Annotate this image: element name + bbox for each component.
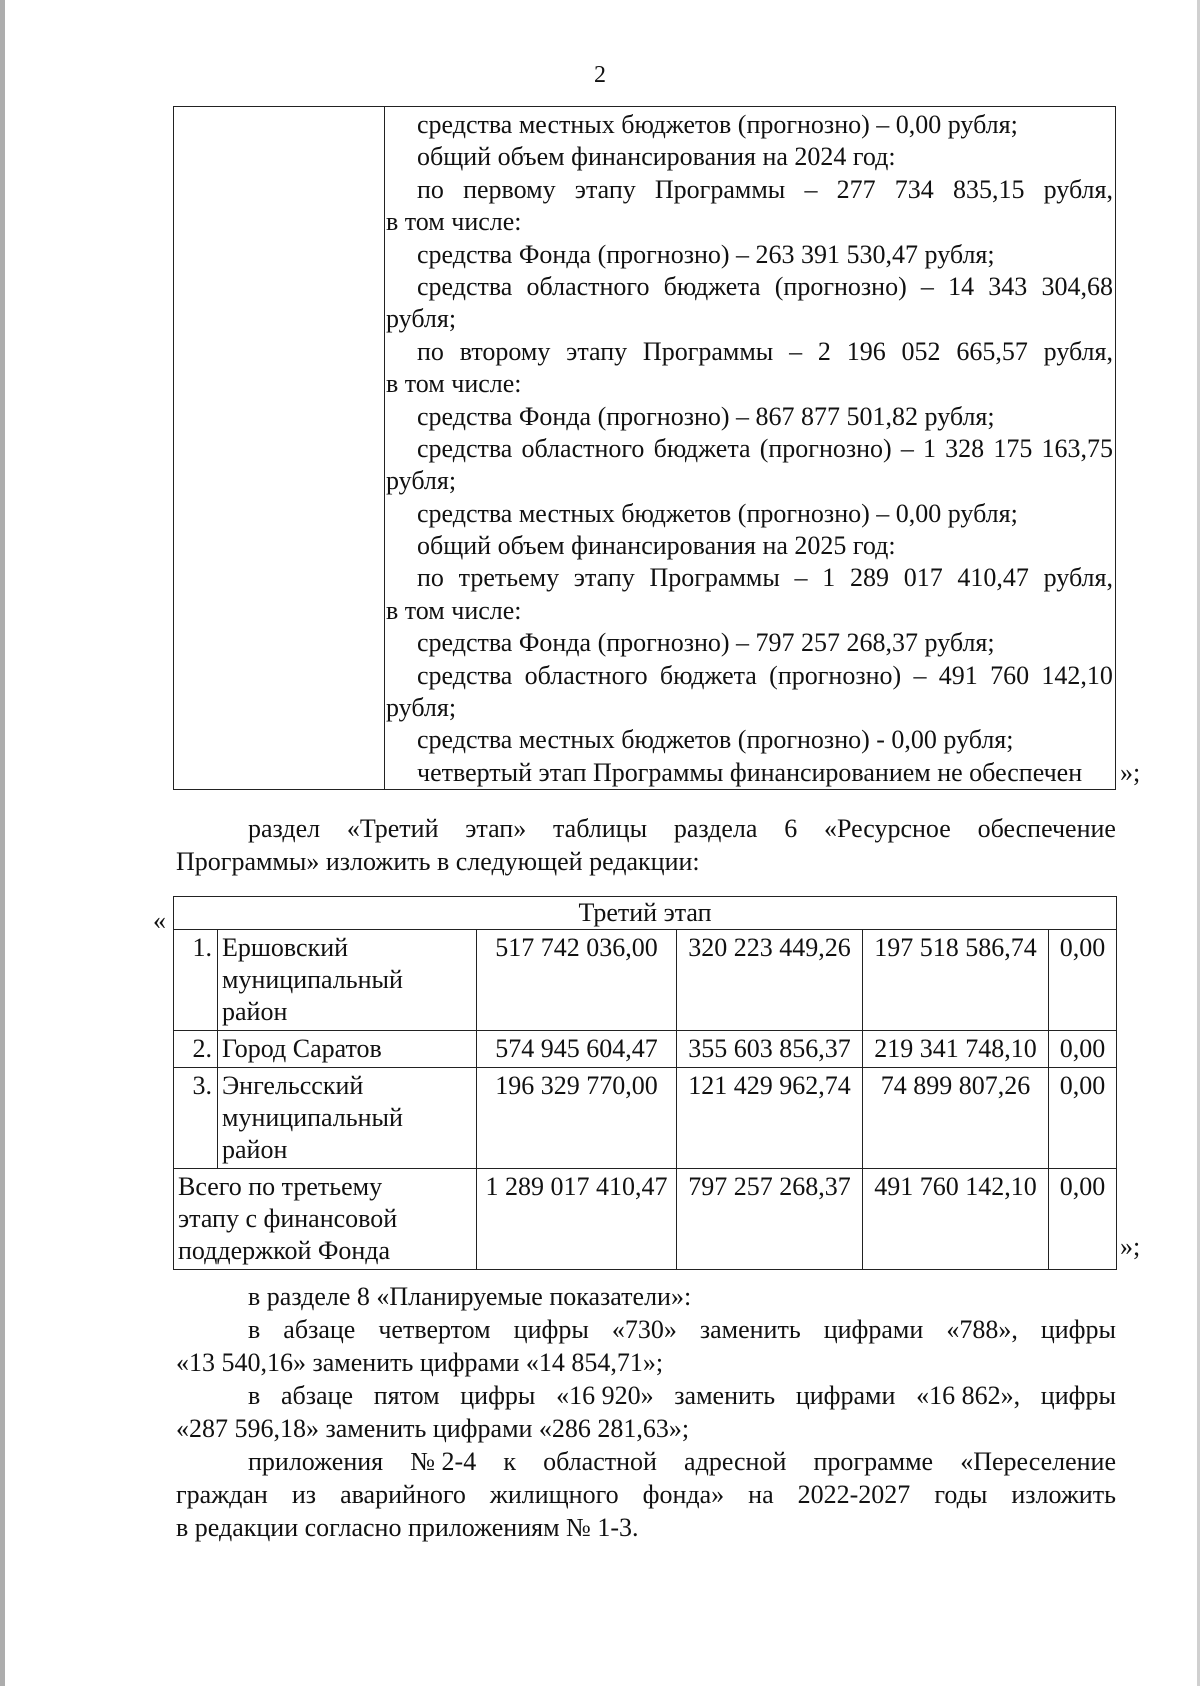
word: цифры (513, 1315, 589, 1344)
amount-local: 0,00 (1049, 1068, 1117, 1169)
word: к (503, 1447, 516, 1476)
region-name-line: Ершовский (222, 933, 349, 962)
financing-line: по третьему этапу Программы – 1 289 017 410,47 рубля, (417, 563, 1113, 593)
amount-total: 196 329 770,00 (477, 1068, 677, 1169)
word: «Переселение (960, 1447, 1116, 1476)
table-row (174, 1068, 1117, 1169)
opening-quote: « (153, 906, 166, 935)
row-number: 3. (174, 1068, 218, 1169)
region-name-line: район (222, 1135, 288, 1164)
scan-edge-left (0, 0, 5, 1686)
summary-label (174, 1169, 477, 1270)
financing-line: по первому этапу Программы – 277 734 835,15 рубля, (417, 174, 1113, 204)
word: «Ресурсное (823, 814, 951, 843)
financing-line: средства Фонда (прогнозно) – 797 257 268,37 рубля; (417, 628, 995, 658)
word: цифры (1040, 1315, 1116, 1344)
region-name-line: поддержкой Фонда (178, 1236, 391, 1265)
region-name-line: Город Саратов (222, 1034, 382, 1063)
amount-regional: 74 899 807,26 (863, 1068, 1049, 1169)
amount-fund: 355 603 856,37 (677, 1031, 863, 1068)
indicators-line-2 (176, 1313, 1116, 1346)
word: раздел (248, 814, 321, 843)
word: в (248, 1381, 261, 1410)
financing-line: рубля; (386, 304, 457, 334)
financing-line: средства местных бюджетов (прогнозно) – 0,00 рубля; (417, 498, 1018, 528)
financing-table (173, 106, 1116, 790)
amount-regional: 219 341 748,10 (863, 1031, 1049, 1068)
word: абзаце (283, 1315, 356, 1344)
financing-line: средства Фонда (прогнозно) – 867 877 501,82 рубля; (417, 401, 995, 431)
financing-line: рубля; (386, 693, 457, 723)
word: из (291, 1480, 317, 1509)
indicators-line-3: «13 540,16» заменить цифрами «14 854,71»; (176, 1348, 664, 1377)
financing-line: в том числе: (386, 207, 522, 237)
region-name (218, 1068, 477, 1169)
table-summary-row (174, 1169, 1117, 1270)
row-number: 1. (174, 930, 218, 1031)
financing-line: по второму этапу Программы – 2 196 052 665,57 рубля, (417, 336, 1113, 366)
amount-local: 0,00 (1049, 930, 1117, 1031)
word: «16 862», (916, 1381, 1021, 1410)
word: адресной (684, 1447, 787, 1476)
amount-fund: 320 223 449,26 (677, 930, 863, 1031)
word: этап» (465, 814, 527, 843)
word: заменить (674, 1381, 776, 1410)
financing-line: в том числе: (386, 369, 522, 399)
amount-fund: 121 429 962,74 (677, 1068, 863, 1169)
word: пятом (373, 1381, 440, 1410)
word: четвертом (378, 1315, 491, 1344)
appendix-line-3: в редакции согласно приложениям № 1-3. (176, 1513, 639, 1542)
financing-line: средства областного бюджета (прогнозно) – 1 328 175 163,75 (417, 433, 1113, 463)
financing-line: в том числе: (386, 595, 522, 625)
region-name-line: Энгельсский (222, 1071, 364, 1100)
third-stage-table (173, 896, 1117, 1270)
financing-line: общий объем финансирования на 2024 год: (417, 142, 896, 172)
amount-total: 574 945 604,47 (477, 1031, 677, 1068)
financing-line: четвертый этап Программы финансированием не обеспечен (417, 757, 1083, 787)
word: заменить (699, 1315, 801, 1344)
word: граждан (176, 1480, 268, 1509)
financing-line: общий объем финансирования на 2025 год: (417, 531, 896, 561)
word: в (248, 1315, 261, 1344)
financing-line: средства областного бюджета (прогнозно) – 14 343 304,68 (417, 271, 1113, 301)
financing-table-empty-cell (174, 107, 385, 789)
region-name (218, 1031, 477, 1068)
word: на (748, 1480, 774, 1509)
section-instruction (176, 812, 1116, 878)
table-header-row (174, 897, 1117, 930)
region-name-line: район (222, 997, 288, 1026)
word: программе (813, 1447, 934, 1476)
word: обеспечение (977, 814, 1116, 843)
instruction-line-1 (176, 812, 1116, 845)
financing-line: средства местных бюджетов (прогнозно) - 0,00 рубля; (417, 725, 1014, 755)
amount-regional: 491 760 142,10 (863, 1169, 1049, 1270)
amount-fund: 797 257 268,37 (677, 1169, 863, 1270)
indicators-line-4 (176, 1379, 1116, 1412)
financing-line: средства областного бюджета (прогнозно) – 491 760 142,10 (417, 660, 1113, 690)
word: цифрами (823, 1315, 924, 1344)
word: «Третий (346, 814, 439, 843)
amount-total: 1 289 017 410,47 (477, 1169, 677, 1270)
word: «16 920» (556, 1381, 654, 1410)
table-row (174, 1031, 1117, 1068)
instruction-line-2: Программы» изложить в следующей редакции: (176, 847, 700, 876)
word: аварийного (340, 1480, 466, 1509)
amount-local: 0,00 (1049, 1031, 1117, 1068)
amount-local: 0,00 (1049, 1169, 1117, 1270)
word: таблицы (552, 814, 648, 843)
table-header-third-stage: Третий этап (174, 897, 1117, 930)
region-name-line: муниципальный (222, 965, 403, 994)
word: жилищного (489, 1480, 619, 1509)
word: областной (543, 1447, 657, 1476)
indicators-line-5: «287 596,18» заменить цифрами «286 281,63»; (176, 1414, 690, 1443)
region-name (218, 930, 477, 1031)
word: 2022-2027 (797, 1480, 911, 1509)
region-name-line: этапу с финансовой (178, 1204, 398, 1233)
financing-line: средства Фонда (прогнозно) – 263 391 530,47 рубля; (417, 239, 995, 269)
word: приложения (248, 1447, 384, 1476)
row-number: 2. (174, 1031, 218, 1068)
appendix-line-2 (176, 1478, 1116, 1511)
appendix-line-1 (176, 1445, 1116, 1478)
word: фонда» (642, 1480, 725, 1509)
word: 6 (784, 814, 798, 843)
indicators-section (176, 1280, 1116, 1544)
closing-quote-1: »; (1120, 758, 1141, 787)
region-name-line: муниципальный (222, 1103, 403, 1132)
financing-line: рубля; (386, 466, 457, 496)
amount-total: 517 742 036,00 (477, 930, 677, 1031)
financing-line: средства местных бюджетов (прогнозно) – 0,00 рубля; (417, 110, 1018, 139)
word: годы (934, 1480, 988, 1509)
word: «730» (611, 1315, 677, 1344)
word: № 2-4 (410, 1447, 477, 1476)
table-row (174, 930, 1117, 1031)
word: цифры (1040, 1381, 1116, 1410)
financing-table-text-cell (386, 107, 1115, 789)
word: изложить (1011, 1480, 1116, 1509)
word: цифры (460, 1381, 536, 1410)
word: «788», (946, 1315, 1018, 1344)
word: цифрами (795, 1381, 896, 1410)
word: абзаце (280, 1381, 354, 1410)
page-number: 2 (594, 62, 606, 88)
word: раздела (673, 814, 758, 843)
indicators-line-1: в разделе 8 «Планируемые показатели»: (248, 1282, 692, 1311)
region-name-line: Всего по третьему (178, 1172, 383, 1201)
closing-quote-2: »; (1120, 1232, 1141, 1261)
amount-regional: 197 518 586,74 (863, 930, 1049, 1031)
